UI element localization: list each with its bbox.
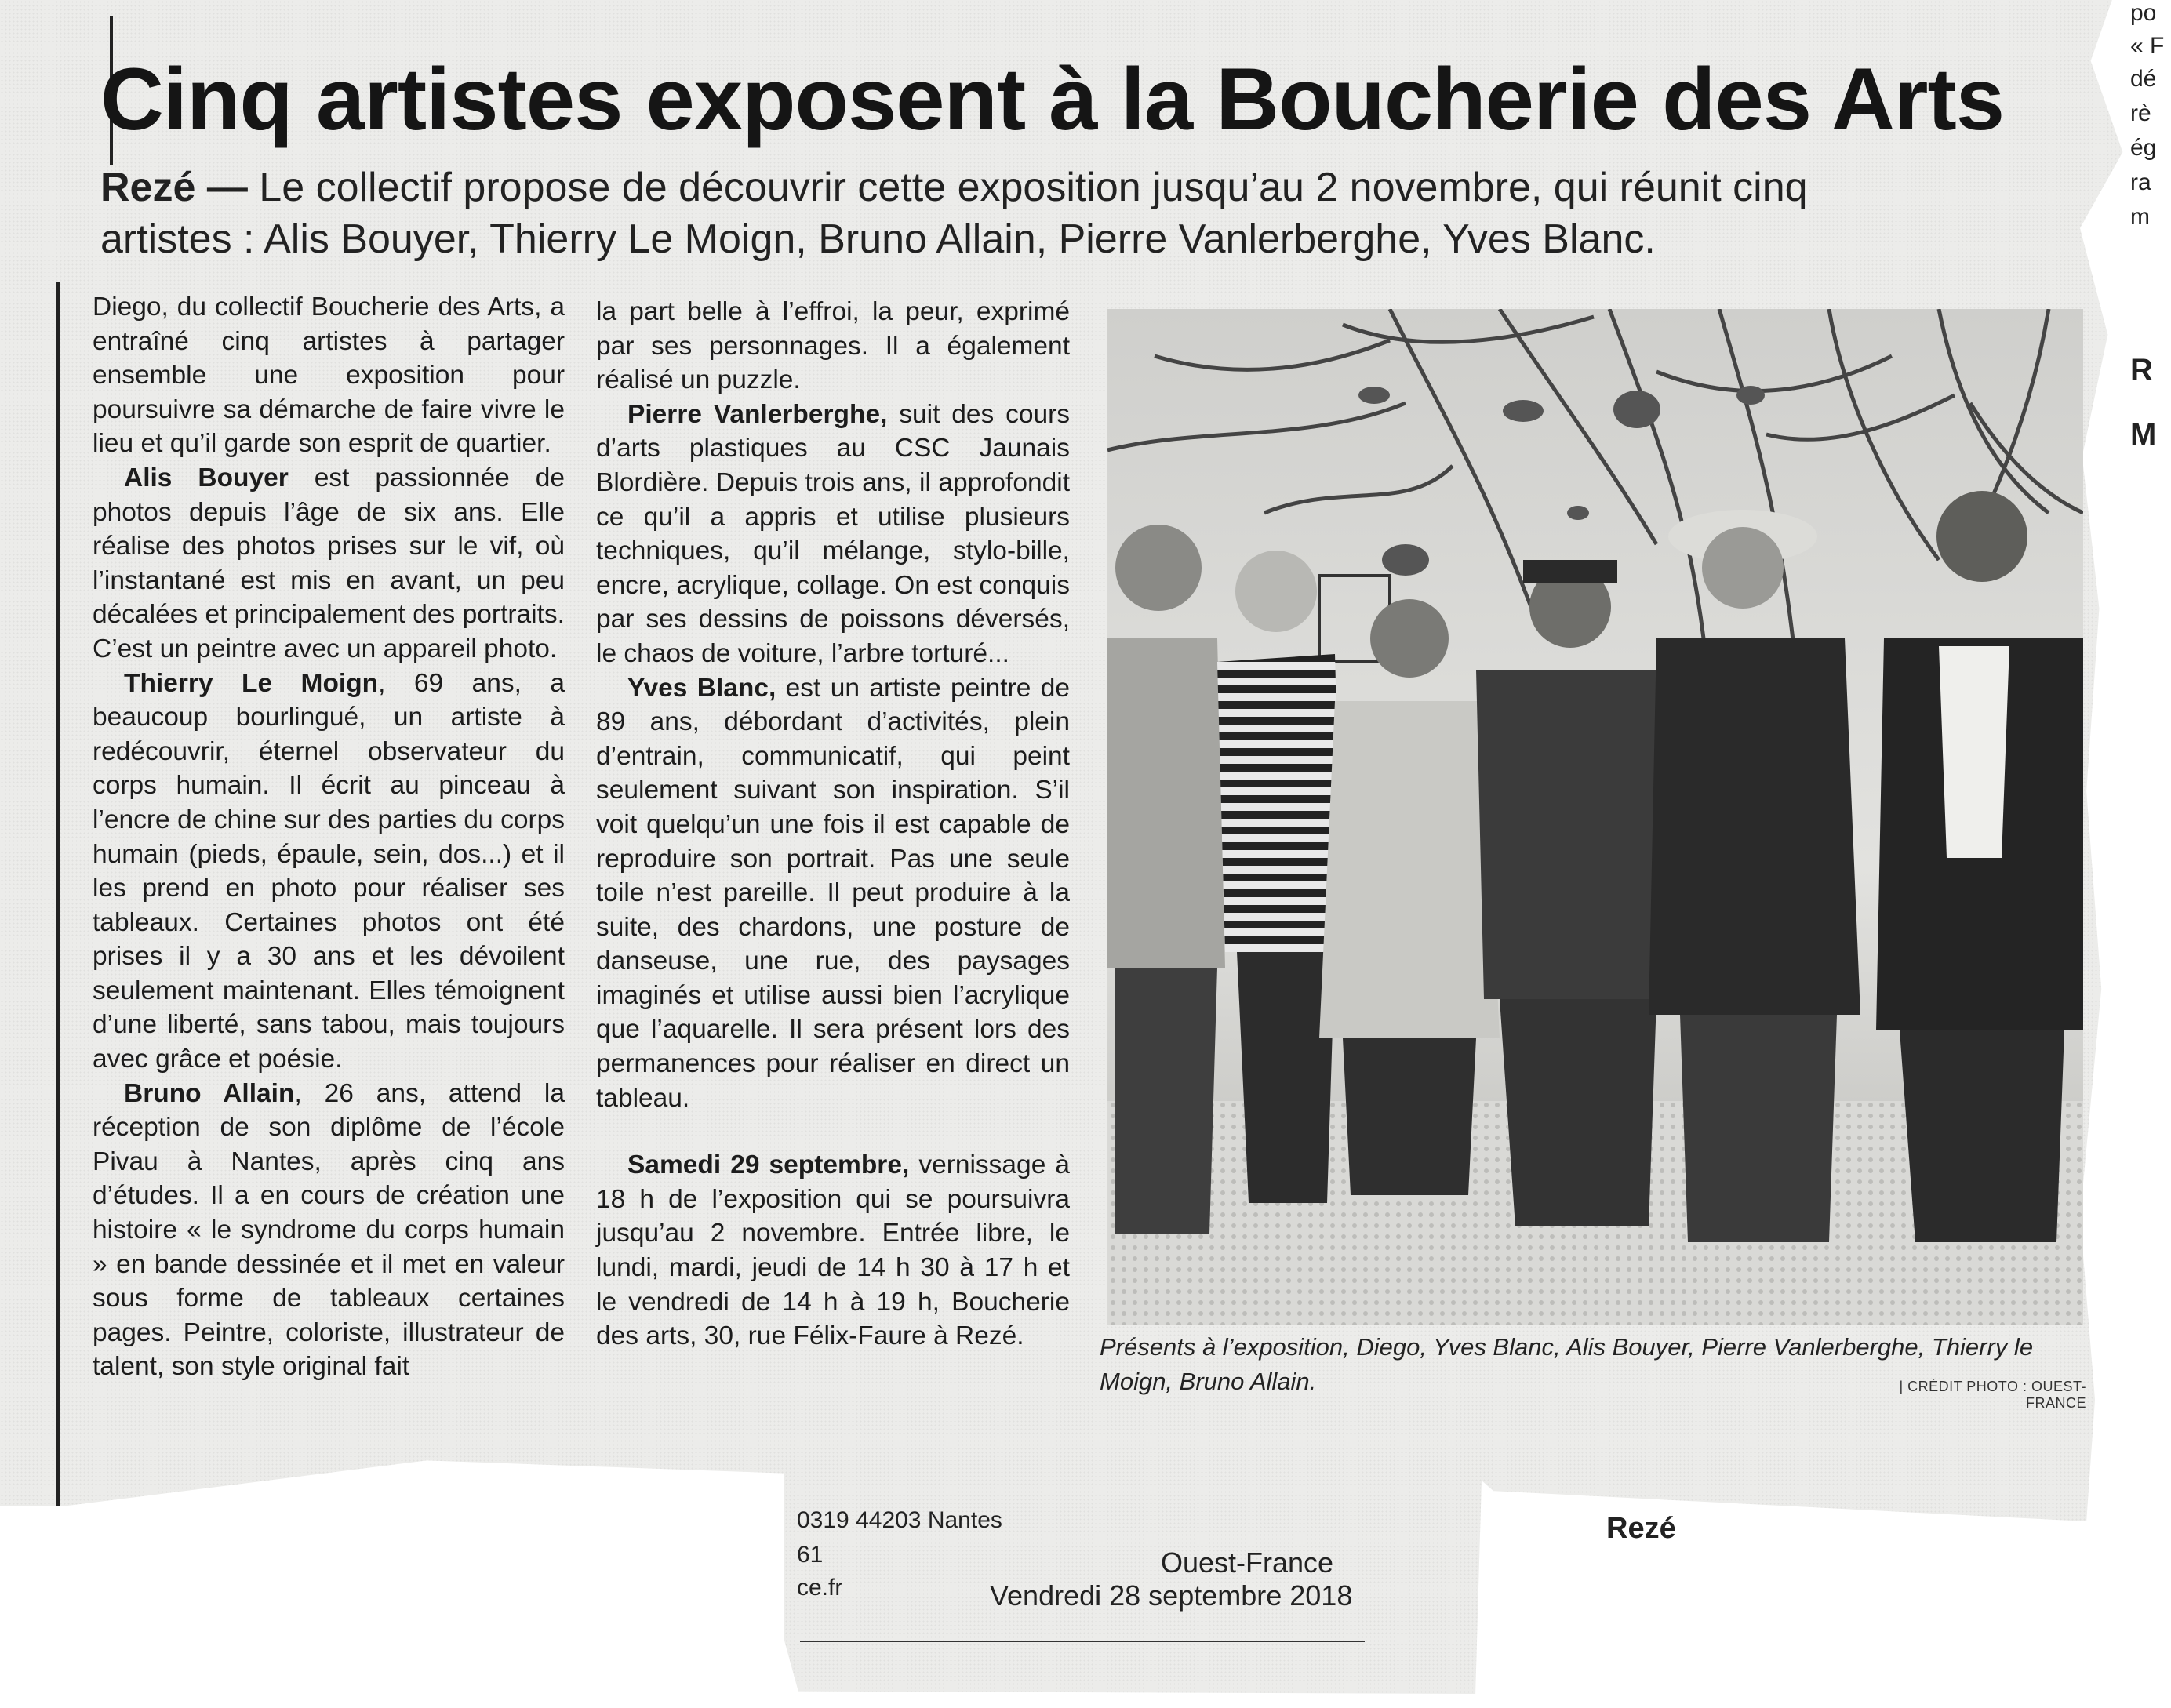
edge-fragment: dé [2130,66,2157,92]
edge-fragment: po [2130,0,2157,26]
paragraph-yves-text: est un artiste peintre de 89 ans, débordant d’activités, plein d’entrain, communicatif, qui peint seulement suivant son inspiration. S’il voit quelqu’un une fois il est capable de reproduire son portrait. Pas une seule toile n’est pareille. Il peut produire à la suite, des chardons, une posture de danseuse, une rue, des paysages imaginés et utilise aussi bien l’acrylique que l’aquarelle. Il sera présent lors des permanences pour réaliser en direct un tableau. [596,673,1071,1113]
artist-name-yves: Yves Blanc, [627,673,776,703]
artist-name-pierre: Pierre Vanlerberghe, [627,399,888,429]
paragraph-thierry-text: , 69 ans, a beaucoup bourlingué, un artiste à redécouvrir, éternel observateur du corps humain. Il écrit au pinceau à l’encre de chine sur des parties du corps humain (pieds, épaule, sein, dos...) et il les prend en photo pour réaliser ses tableaux. Certaines photos ont été prises il y a 30 ans et les dévoilent seulement maintenant. Elles témoignent d’une liberté, sans tabou, mais toujours avec grâce et poésie. [93,668,565,1074]
event-notice-text: vernissage à 18 h de l’exposition qui se poursuivra jusqu’au 2 novembre. Entrée libre, le lundi, mardi, jeudi de 14 h 30 à 17 h et le vendredi de 14 h à 19 h, Boucherie des arts, 30, rue Félix-Faure à Rezé. [596,1150,1070,1351]
dateline: Rezé — [100,165,248,210]
paragraph-bruno-continued: la part belle à l’effroi, la peur, exprimé par ses personnages. Il a également réalisé un puzzle. [596,297,1070,395]
photo-credit: | CRÉDIT PHOTO : OUEST-FRANCE [1899,1379,2086,1411]
paragraph-alis-text: est passionnée de photos depuis l’âge de six ans. Elle réalise des photos prises sur le vif, où l’instantané est mis en avant, un peu décalées et principalement des portraits. C’est un peintre avec un appareil photo. [93,463,565,663]
publication-name: Ouest-France [1161,1546,1334,1579]
edge-fragment: ég [2130,135,2157,161]
footer-address-line-2: 61 [797,1542,824,1568]
article-column-2 [596,295,1070,1354]
footer-address-line-3: ce.fr [797,1575,843,1601]
artist-name-alis: Alis Bouyer [124,463,289,492]
group-photo [1107,309,2083,1325]
paragraph-thierry [93,667,565,1077]
artist-name-thierry: Thierry Le Moign [124,668,379,698]
footer-address-line-1: 0319 44203 Nantes [797,1507,1002,1533]
paragraph-yves [596,671,1070,1116]
paragraph-pierre-text: suit des cours d’arts plastiques au CSC Jaunais Blordière. Depuis trois ans, il approfondit ce qu’il a appris et utilise plusieurs techniques, qu’il mélange, stylo-bille, encre, acrylique, collage. On est conquis par ses dessins de poissons déversés, le chaos de voiture, l’arbre torturé... [596,399,1071,668]
edge-fragment: rè [2130,100,2151,126]
footer-rule [800,1641,1365,1642]
paragraph-bruno-text: , 26 ans, attend la réception de son diplôme de l’école Pivau à Nantes, après cinq ans d’études. Il a en cours de création une histoire « le syndrome du corps humain » en bande dessinée et il met en valeur sous forme de tableaux certaines pages. Peintre, coloriste, illustrateur de talent, son style original fait [93,1078,565,1382]
paragraph-bruno [93,1077,565,1384]
intro-paragraph: Diego, du collectif Boucherie des Arts, a entraîné cinq artistes à partager ensemble une exposition pour poursuivre sa démarche de faire vivre le lieu et qu’il garde son esprit de quartier. [93,293,565,459]
artist-name-bruno: Bruno Allain [124,1078,295,1108]
edge-fragment: « F [2130,33,2165,59]
paragraph-pierre [596,398,1070,671]
section-label: Rezé [1606,1512,1676,1545]
article-headline: Cinq artistes exposent à la Boucherie des Arts [100,50,2005,148]
publication-date: Vendredi 28 septembre 2018 [990,1579,1353,1612]
edge-fragment: ra [2130,169,2151,195]
article-deck [100,162,1826,265]
article-column-1 [93,290,565,1384]
event-notice [596,1148,1070,1354]
event-date: Samedi 29 septembre, [627,1150,910,1180]
deck-text: Le collectif propose de découvrir cette exposition jusqu’au 2 novembre, qui réunit cinq artistes : Alis Bouyer, Thierry Le Moign, Bruno Allain, Pierre Vanlerberghe, Yves Blanc. [100,165,1808,262]
edge-fragment: M [2130,417,2157,452]
paragraph-alis [93,461,565,667]
edge-fragment: R [2130,353,2153,387]
photo-caption: Présents à l’exposition, Diego, Yves Blanc, Alis Bouyer, Pierre Vanlerberghe, Thierry le Moign, Bruno Allain. [1100,1333,2034,1395]
column-rule [56,282,60,1506]
edge-fragment: m [2130,204,2150,230]
newspaper-footer-scrap [784,1427,1482,1694]
